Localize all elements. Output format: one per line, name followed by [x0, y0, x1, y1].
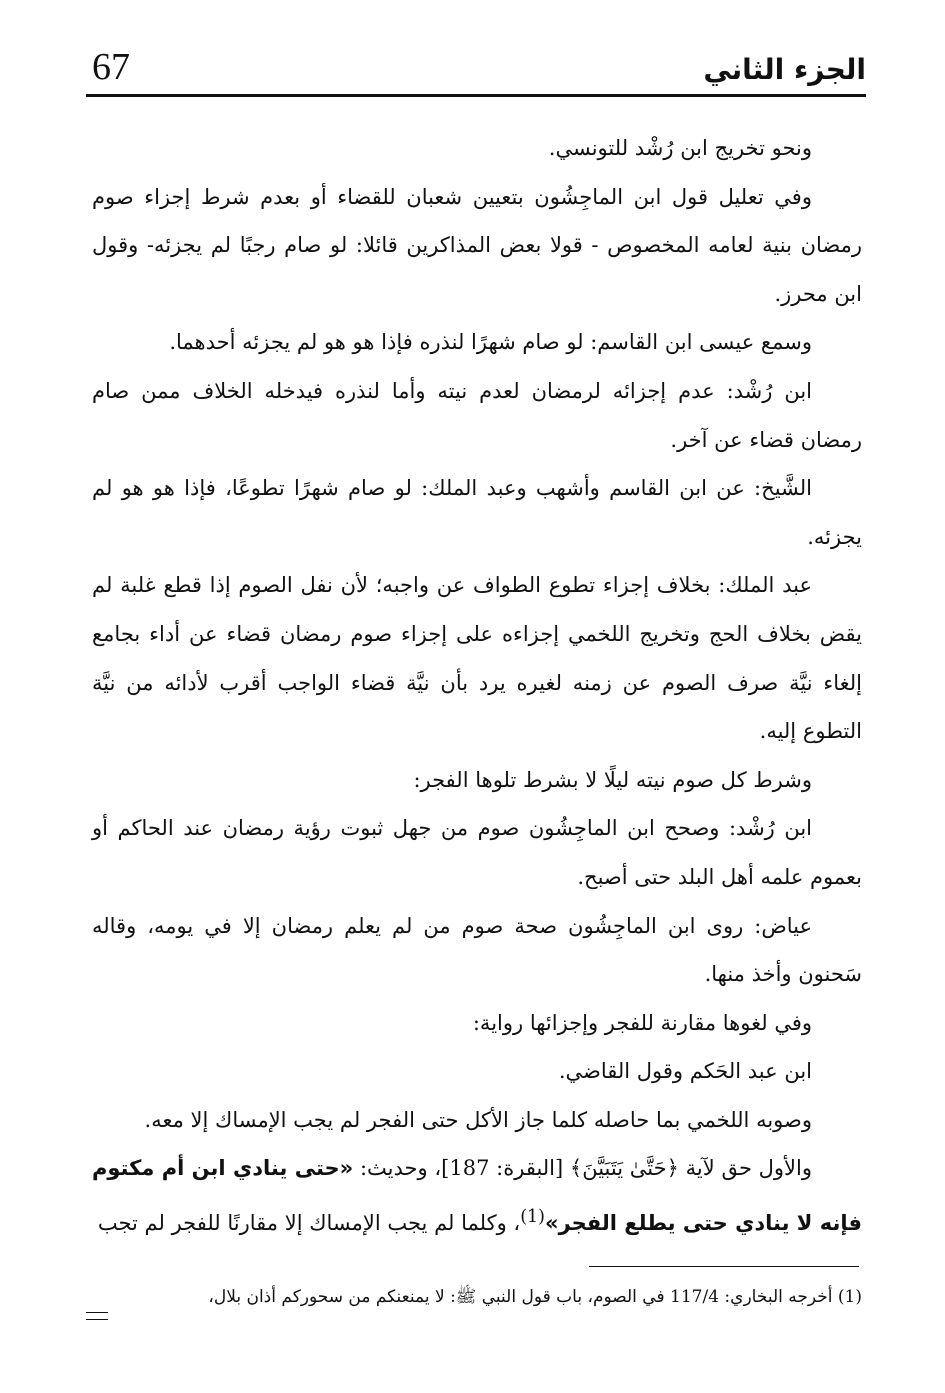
paragraph: وصوبه اللخمي بما حاصله كلما جاز الأكل حتى الفجر لم يجب الإمساك إلا معه. [144, 1107, 812, 1132]
paragraph-text: ، وكلما لم يجب الإمساك إلا مقارنًا للفجر لم تجب [97, 1211, 521, 1236]
footnote: (1) أخرجه البخاري: 117/4 في الصوم، باب قول النبي ﷺ: لا يمنعنكم من سحوركم أذان بلال، [208, 1287, 862, 1307]
paragraph-last [92, 1144, 862, 1247]
header-rule [86, 94, 866, 97]
paragraph: عبد الملك: بخلاف إجزاء تطوع الطواف عن واجبه؛ لأن نفل الصوم إذا قطع غلبة لم يقض بخلاف الحج وتخريج اللخمي إجزاءه على إجزاء صوم رمضان قضاء عن أداء بجامع إلغاء نيَّة صرف الصوم عن زمنه لغيره يرد بأن نيَّة قضاء الواجب أقرب لأدائه من نيَّة التطوع إليه. [92, 573, 862, 744]
footnote-separator [589, 1266, 859, 1267]
paragraph: وفي تعليل قول ابن الماجِشُون بتعيين شعبان للقضاء أو بعدم شرط إجزاء صوم رمضان بنية لعامه المخصوص - قولا بعض المذاكرين قائلا: لو صام رجبًا لم يجزئه- وقول ابن محرز. [92, 184, 862, 306]
paragraph: ونحو تخريج ابن رُشْد للتونسي. [548, 136, 812, 160]
paragraph: ابن رُشْد: عدم إجزائه لرمضان لعدم نيته وأما لنذره فيدخله الخلاف ممن صام رمضان قضاء عن آخر. [92, 378, 862, 452]
paragraph: وشرط كل صوم نيته ليلًا لا بشرط تلوها الفجر: [413, 767, 812, 792]
footnote-reference[interactable]: (1) [520, 1207, 545, 1228]
hadith-quote: «حتى ينادي ابن أم مكتوم فإنه لا ينادي حتى يطلع الفجر» [92, 1156, 862, 1236]
continuation-mark [86, 1312, 108, 1320]
paragraph: الشَّيخ: عن ابن القاسم وأشهب وعبد الملك: لو صام شهرًا تطوعًا، فإذا هو هو لم يجزئه. [92, 476, 862, 549]
body-text [92, 124, 862, 1248]
paragraph: وسمع عيسى ابن القاسم: لو صام شهرًا لنذره فإذا هو هو لم يجزئه أحدهما. [169, 330, 812, 355]
paragraph-text: والأول حق لآية ﴿حَتَّىٰ يَتَبَيَّنَ﴾ [البقرة: 187]، وحديث: [353, 1156, 813, 1181]
paragraph: ابن عبد الحَكم وقول القاضي. [558, 1059, 812, 1084]
paragraph: وفي لغوها مقارنة للفجر وإجزائها رواية: [472, 1010, 812, 1035]
page-number: 67 [92, 46, 130, 88]
paragraph: عياض: روى ابن الماجِشُون صحة صوم من لم يعلم رمضان إلا في يومه، وقاله سَحنون وأخذ منها. [92, 913, 862, 987]
paragraph: ابن رُشْد: وصحح ابن الماجِشُون صوم من جهل ثبوت رؤية رمضان عند الحاكم أو بعموم علمه أهل البلد حتى أصبح. [92, 816, 862, 889]
page-header [86, 44, 866, 100]
running-head: الجزء الثاني [703, 53, 866, 86]
